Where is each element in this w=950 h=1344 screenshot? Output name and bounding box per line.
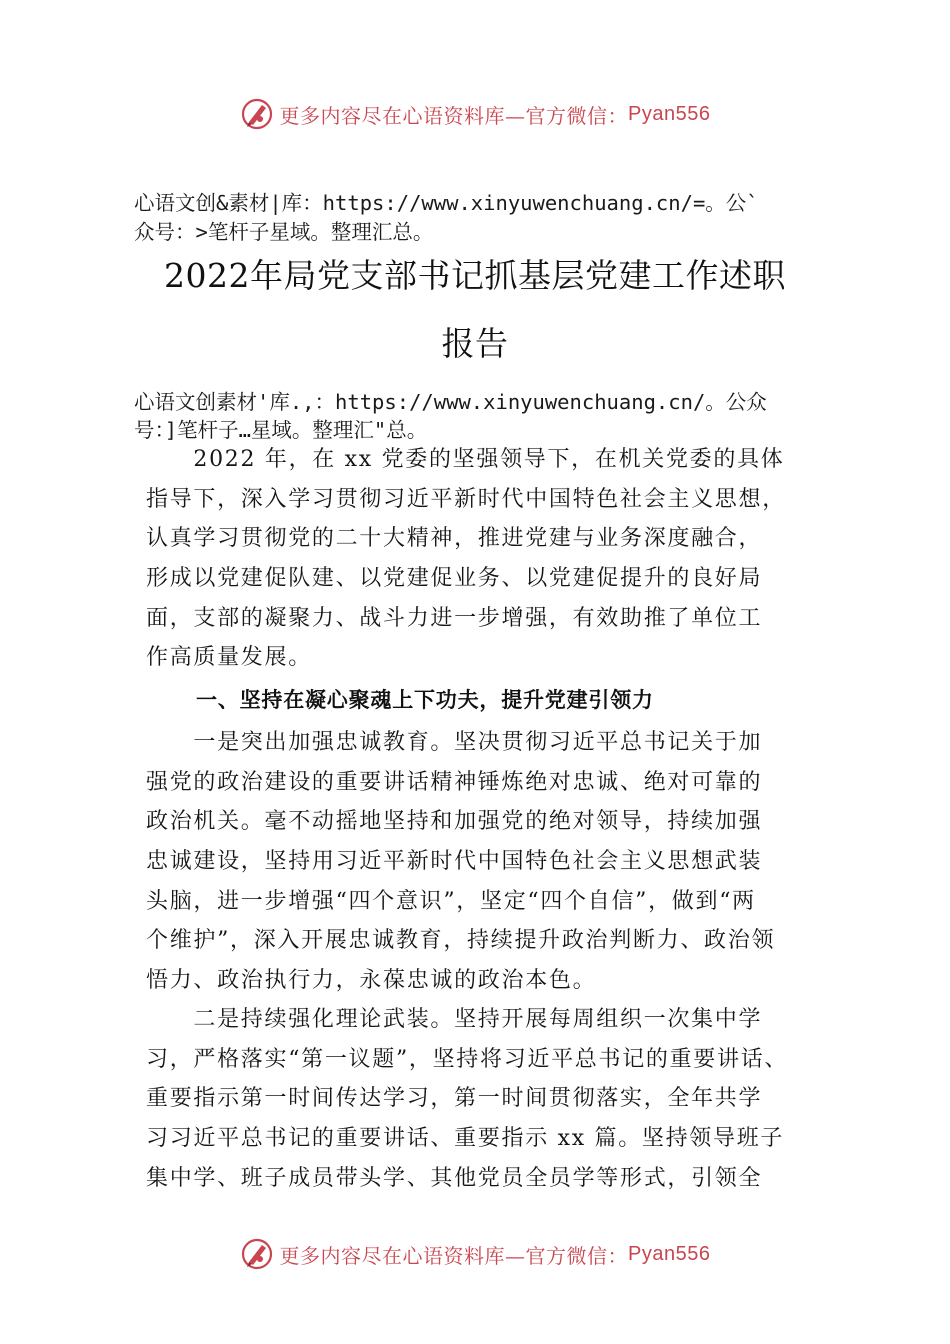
intro-line: 指导下，深入学习贯彻习近平新时代中国特色社会主义思想，	[146, 486, 786, 512]
paragraph-line: 习习近平总书记的重要讲话、重要指示 xx 篇。坚持领导班子	[146, 1126, 785, 1152]
header-note-line-2: 众号：>笔杆子星域。整理汇总。	[134, 220, 434, 244]
paragraph-line: 政治机关。毫不动摇地坚持和加强党的绝对领导，持续加强	[146, 809, 763, 835]
paragraph-line: 头脑，进一步增强“四个意识”，坚定“四个自信”，做到“两	[146, 888, 756, 914]
pen-logo-icon	[240, 1237, 274, 1271]
source-note-line-1: 心语文创素材'库.,：https://www.xinyuwenchuang.cn/。公众	[134, 390, 767, 414]
paragraph-line: 一是突出加强忠诚教育。坚决贯彻习近平总书记关于加	[146, 730, 763, 755]
intro-paragraph	[146, 440, 826, 678]
watermark-text: 更多内容尽在心语资料库—官方微信：	[279, 1243, 629, 1268]
intro-line: 认真学习贯彻党的二十大精神，推进党建与业务深度融合，	[146, 526, 763, 552]
paragraph-line: 习，严格落实“第一议题”，坚持将习近平总书记的重要讲话、	[146, 1046, 789, 1072]
pen-logo-icon	[240, 97, 274, 131]
watermark-text: 更多内容尽在心语资料库—官方微信：	[279, 103, 629, 128]
source-note-line-2: 号：]笔杆子…星域。整理汇"总。	[134, 418, 428, 442]
paragraph-line: 个维护”，深入开展忠诚教育，持续提升政治判断力、政治领	[146, 928, 776, 954]
paragraph-line: 集中学、班子成员带头学、其他党员全员学等形式，引领全	[146, 1165, 763, 1191]
intro-line: 2022 年，在 xx 党委的坚强领导下，在机关党委的具体	[146, 447, 785, 472]
document-title-line-2: 报告	[441, 324, 509, 363]
intro-line: 面，支部的凝聚力、战斗力进一步增强，有效助推了单位工	[146, 605, 763, 631]
watermark-wechat-id: Pyan556	[628, 102, 711, 125]
header-note-line-1: 心语文创&素材|库：https://www.xinyuwenchuang.cn/=。公`	[134, 191, 759, 215]
intro-line: 形成以党建促队建、以党建促业务、以党建促提升的良好局	[146, 566, 763, 592]
paragraph-line: 忠诚建设，坚持用习近平新时代中国特色社会主义思想武装	[146, 849, 763, 875]
paragraph-line: 二是持续强化理论武装。坚持开展每周组织一次集中学	[146, 1007, 763, 1032]
paragraph-line: 悟力、政治执行力，永葆忠诚的政治本色。	[146, 968, 597, 994]
intro-line: 作高质量发展。	[146, 645, 312, 671]
document-title-line-1: 2022年局党支部书记抓基层党建工作述职	[164, 256, 786, 295]
section-1-paragraph-1	[146, 723, 826, 1001]
watermark-banner-top	[0, 94, 950, 134]
section-1-paragraph-2	[146, 1000, 826, 1198]
watermark-wechat-id: Pyan556	[628, 1242, 711, 1265]
paragraph-line: 强党的政治建设的重要讲话精神锤炼绝对忠诚、绝对可靠的	[146, 769, 763, 795]
paragraph-line: 重要指示第一时间传达学习，第一时间贯彻落实，全年共学	[146, 1086, 763, 1112]
section-1-heading: 一、坚持在凝心聚魂上下功夫，提升党建引领力	[196, 688, 654, 712]
watermark-banner-bottom	[0, 1234, 950, 1274]
